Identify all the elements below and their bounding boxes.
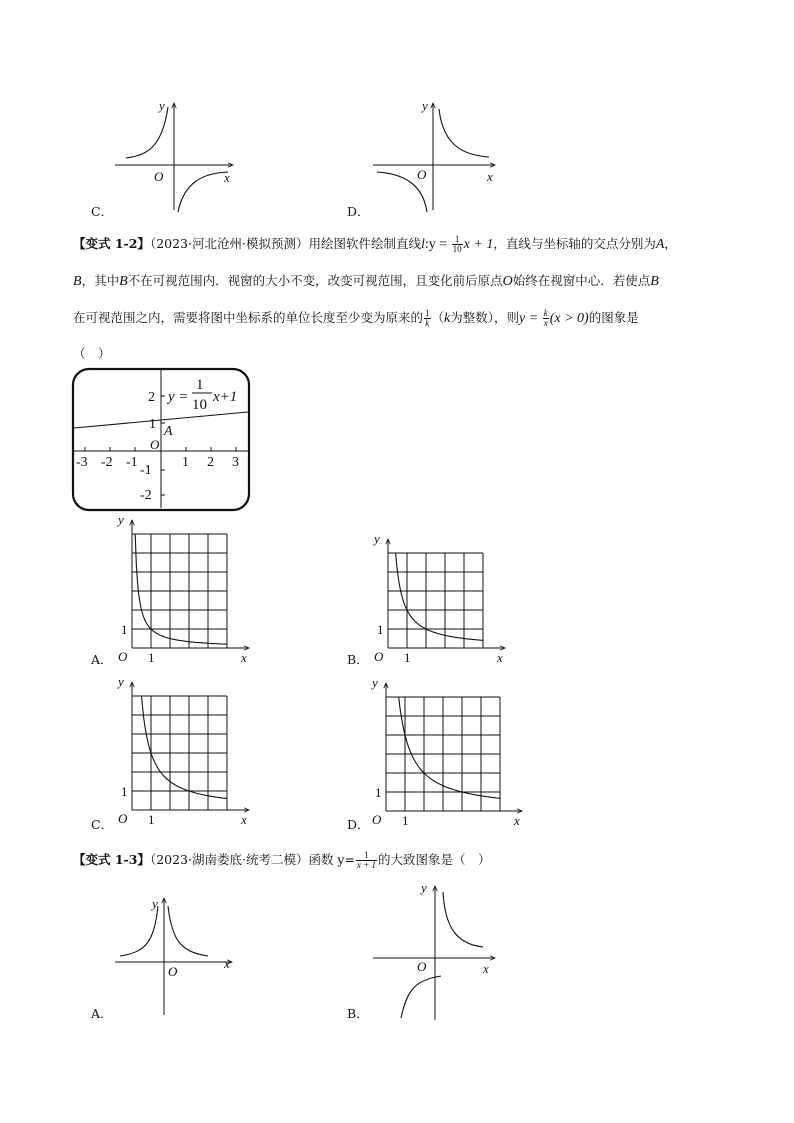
y-tick-1: 1: [377, 622, 384, 637]
origin-label: O: [374, 649, 384, 664]
graph-bottom-b-svg: [365, 880, 515, 1030]
point-o: O: [502, 274, 513, 289]
text-segment: 用绘图软件绘制直线: [308, 236, 421, 251]
curve-k-over-x: [135, 534, 227, 644]
fraction-k-over-x: [543, 309, 549, 328]
curve-right: [168, 906, 208, 956]
text-segment: ，其中: [81, 273, 120, 288]
curve-upper-left: [126, 107, 168, 158]
grid-graph-d: [368, 675, 520, 828]
fraction-1-over-k: [424, 309, 431, 328]
fraction-den: k: [425, 318, 430, 328]
axis-label-x: x: [487, 169, 493, 184]
x-tick-1: 1: [148, 650, 155, 665]
text-segment: 始终在视窗中心．若使点: [512, 273, 651, 288]
variant-1-2-source: （2023·河北沧州·模拟预测）: [149, 236, 309, 251]
y-tick-1: 1: [121, 784, 128, 799]
option-c-grid: C．: [91, 817, 114, 832]
origin-label: O: [118, 649, 128, 664]
option-a-bottom: A．: [91, 1006, 113, 1021]
fraction-num: k: [543, 308, 548, 318]
answer-blank-1-2: （ ）: [73, 346, 111, 361]
y-tick-1: 1: [121, 622, 128, 637]
y-tick-1: 1: [375, 785, 382, 800]
fraction-line: [452, 235, 463, 254]
x-tick-1: 1: [404, 650, 411, 665]
x-tick-1: 1: [402, 813, 409, 828]
option-b-bottom: B．: [347, 1006, 369, 1021]
origin-label: O: [118, 811, 128, 826]
grid-graph-b: [368, 520, 518, 665]
origin-label: O: [168, 964, 178, 979]
point-b: B: [73, 274, 82, 289]
screen-eq-den: 10: [192, 397, 207, 413]
x-tick-2: 2: [207, 455, 214, 470]
text-segment: 不在可视范围内．视窗的大小不变，改变可视范围，且变化前后原点: [127, 273, 503, 288]
curve-lower-right: [178, 172, 228, 212]
curve-k-over-x: [399, 697, 500, 798]
axis-label-x: x: [241, 812, 247, 827]
fraction-den: 10: [452, 244, 462, 254]
variant-1-2-line3: [73, 309, 639, 328]
fraction-num: 1: [425, 308, 430, 318]
graph-bottom-a-svg: [110, 890, 260, 1020]
axis-label-x: x: [514, 813, 520, 828]
calculator-screen: [72, 368, 252, 513]
variant-1-2-line2: [73, 273, 659, 290]
axis-label-y: y: [421, 880, 427, 895]
variant-1-3-line: [73, 851, 491, 870]
y-tick-1: 1: [149, 417, 156, 432]
screen-point-a: A: [164, 424, 173, 439]
axis-label-y: y: [118, 674, 124, 689]
axis-label-x: x: [497, 650, 503, 665]
option-b-grid: B．: [347, 652, 369, 667]
option-a-grid: A．: [91, 652, 113, 667]
origin-label: O: [154, 169, 164, 184]
x-tick-1: 1: [148, 812, 155, 827]
screen-eq-lhs: y =: [168, 389, 189, 405]
axis-label-y: y: [422, 98, 428, 113]
domain-condition: (x > 0): [549, 311, 589, 326]
curve-k-over-x: [142, 696, 228, 799]
text-segment: 的图象是: [588, 310, 639, 325]
y-tick-neg2: -2: [140, 488, 152, 503]
axis-label-x: x: [241, 650, 247, 665]
option-c-top: C．: [91, 204, 114, 219]
x-tick-neg2: -2: [101, 455, 113, 470]
variant-1-2-tag: 【变式 1-2】: [73, 236, 150, 251]
y-eq: y =: [519, 311, 542, 326]
origin-label: O: [372, 812, 382, 827]
screen-origin: O: [150, 437, 160, 452]
y-tick-neg1: -1: [140, 463, 152, 478]
graph-top-c-svg: [110, 95, 260, 225]
graph-top-d-svg: [365, 95, 515, 225]
line-eq-post: x + 1: [463, 237, 494, 252]
axis-label-x: x: [224, 170, 230, 185]
axis-label-x: x: [224, 956, 230, 971]
text-segment: ，直线与坐标轴的交点分别为: [493, 236, 656, 251]
text-segment: 为整数），则: [450, 310, 520, 325]
axis-label-y: y: [159, 98, 165, 113]
x-tick-3: 3: [232, 455, 239, 470]
point-b: B: [650, 274, 659, 289]
text-segment: 函数 y=: [308, 852, 355, 867]
x-tick-1: 1: [182, 455, 189, 470]
grid-graph-c: [112, 674, 262, 827]
fraction-1-over-x-plus-1: [356, 851, 377, 870]
text-segment: 在可视范围之内，需要将图中坐标系的单位长度至少变为原来的: [73, 310, 424, 325]
fraction-num: 1: [356, 851, 377, 861]
variant-1-2-line1: [73, 235, 677, 254]
option-d-grid: D．: [347, 817, 370, 832]
curve-k-over-x: [396, 553, 483, 640]
comma: ，: [664, 236, 677, 251]
point-a: A: [655, 237, 665, 252]
variant-1-3-source: （2023·湖南娄底·统考二模）: [149, 852, 309, 867]
line-name: l: [420, 237, 425, 252]
x-tick-neg1: -1: [126, 455, 138, 470]
y-tick-2: 2: [148, 390, 155, 405]
axis-label-y: y: [372, 675, 378, 690]
option-d-top: D．: [347, 204, 370, 219]
fraction-num: 1: [452, 235, 463, 245]
text-segment: 的大致图象是（ ）: [378, 852, 491, 867]
axis-label-y: y: [118, 512, 124, 527]
point-b: B: [119, 274, 128, 289]
curve-left: [120, 906, 158, 956]
origin-label: O: [417, 959, 427, 974]
grid-graph-a: [112, 512, 262, 665]
axis-label-x: x: [483, 961, 489, 976]
axis-label-y: y: [152, 896, 158, 911]
screen-eq-num: 1: [196, 377, 204, 393]
fraction-den: x: [543, 318, 548, 328]
screen-eq-rhs: x+1: [213, 389, 238, 405]
curve-upper-right: [439, 109, 489, 157]
curve-upper: [443, 892, 483, 947]
x-tick-neg3: -3: [76, 455, 88, 470]
axis-label-y: y: [374, 531, 380, 546]
k-variable: k: [444, 311, 451, 326]
line-eq-pre: :y =: [424, 237, 451, 252]
fraction-den: x + 1: [356, 860, 377, 870]
origin-label: O: [417, 167, 427, 182]
paren: （: [431, 310, 445, 325]
variant-1-3-tag: 【变式 1-3】: [73, 852, 150, 867]
